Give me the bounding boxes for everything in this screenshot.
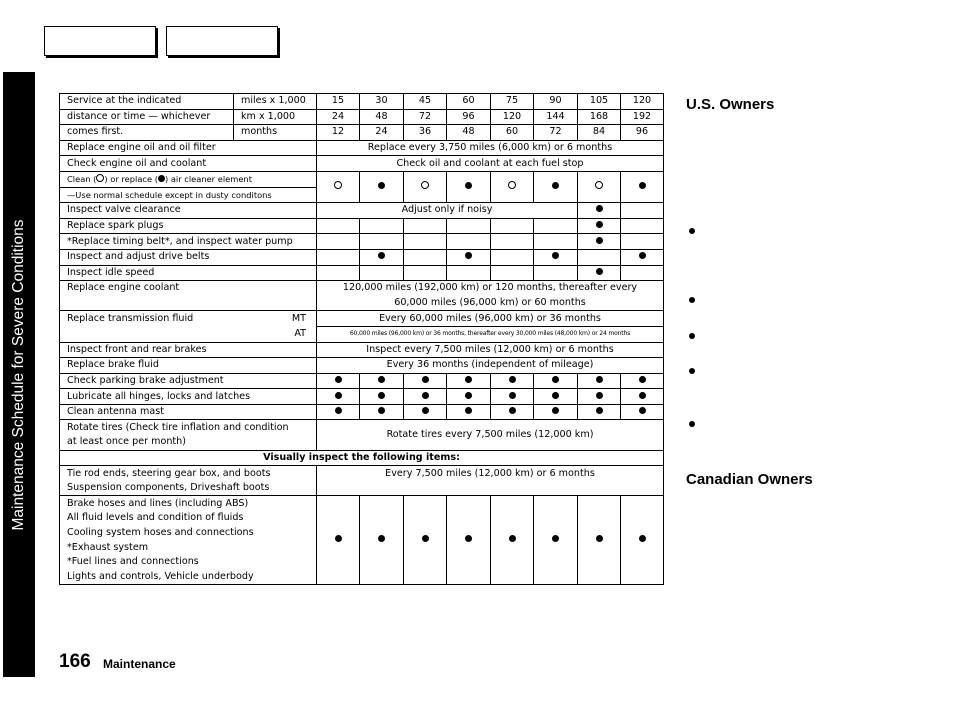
item-label: Replace engine oil and oil filter [60, 140, 317, 156]
table-row [60, 342, 664, 358]
table-row [60, 420, 664, 435]
item-label-transmission: Replace transmission fluid MT [60, 311, 317, 327]
schedule-cell [621, 203, 664, 219]
schedule-cell [578, 496, 621, 585]
service-mark-icon [639, 376, 646, 383]
interval-value: 60 [491, 125, 534, 141]
interval-value: 24 [317, 109, 360, 125]
schedule-cell [447, 171, 491, 202]
schedule-cell [404, 496, 447, 585]
service-mark-icon [552, 376, 559, 383]
interval-note: Every 7,500 miles (12,000 km) or 6 months [317, 466, 664, 481]
interval-value: 45 [404, 94, 447, 110]
schedule-cell [491, 373, 534, 389]
table-row [60, 311, 664, 327]
service-mark-icon [465, 252, 472, 259]
replace-mark-icon [639, 182, 646, 189]
interval-value: 96 [621, 125, 664, 141]
schedule-cell [621, 389, 664, 405]
table-row [60, 373, 664, 389]
table-row [60, 234, 664, 250]
schedule-cell [447, 249, 491, 265]
service-mark-icon [378, 376, 385, 383]
item-label: Cooling system hoses and connections [60, 526, 317, 541]
schedule-cell [621, 249, 664, 265]
maintenance-schedule-table [59, 93, 664, 585]
schedule-cell [534, 171, 578, 202]
service-mark-icon [335, 535, 342, 542]
nav-button-next[interactable] [166, 26, 278, 56]
schedule-cell [404, 171, 447, 202]
service-mark-icon [465, 376, 472, 383]
schedule-cell [621, 373, 664, 389]
interval-note: 120,000 miles (192,000 km) or 120 months, thereafter every [317, 281, 664, 296]
item-label: Lubricate all hinges, locks and latches [60, 389, 317, 405]
service-mark-icon [378, 535, 385, 542]
schedule-cell [491, 171, 534, 202]
sidebar-title: Maintenance Schedule for Severe Conditions [10, 218, 27, 531]
table-row [60, 466, 664, 481]
item-label: at least once per month) [60, 435, 317, 450]
schedule-cell [404, 389, 447, 405]
item-label: *Replace timing belt*, and inspect water pump [60, 234, 317, 250]
schedule-cell [621, 496, 664, 585]
schedule-cell [360, 496, 404, 585]
item-label: Inspect valve clearance [60, 203, 317, 219]
section-sidebar [3, 72, 35, 677]
schedule-cell [360, 171, 404, 202]
us-owners-heading: U.S. Owners [686, 96, 775, 113]
interval-value: 12 [317, 125, 360, 141]
service-mark-icon [335, 407, 342, 414]
item-label: Replace engine coolant [60, 281, 317, 311]
service-mark-icon [378, 392, 385, 399]
item-label: All fluid levels and condition of fluids [60, 511, 317, 526]
service-mark-icon [596, 205, 603, 212]
interval-value: 48 [360, 109, 404, 125]
schedule-cell [317, 389, 360, 405]
schedule-cell [578, 203, 621, 219]
table-row [60, 404, 664, 420]
item-label: Clean antenna mast [60, 404, 317, 420]
schedule-cell [447, 404, 491, 420]
item-label: Inspect front and rear brakes [60, 342, 317, 358]
item-label: Check parking brake adjustment [60, 373, 317, 389]
item-label: Suspension components, Driveshaft boots [60, 481, 317, 496]
bullet-icon [689, 421, 695, 427]
bullet-icon [689, 333, 695, 339]
page-section-label: Maintenance [103, 657, 176, 671]
bullet-icon [689, 297, 695, 303]
nav-button-previous[interactable] [44, 26, 156, 56]
interval-value: 72 [404, 109, 447, 125]
item-label: Lights and controls, Vehicle underbody [60, 569, 317, 584]
service-mark-icon [596, 376, 603, 383]
table-row [60, 281, 664, 296]
service-mark-icon [596, 237, 603, 244]
service-mark-icon [509, 376, 516, 383]
table-row [60, 326, 664, 342]
header-intro: distance or time — whichever [60, 109, 234, 125]
interval-note: Every 60,000 miles (96,000 km) or 36 months [317, 311, 664, 327]
interval-value: 96 [447, 109, 491, 125]
schedule-cell [578, 171, 621, 202]
service-mark-icon [639, 407, 646, 414]
table-row [60, 496, 664, 511]
item-label: Replace spark plugs [60, 218, 317, 234]
unit-label: miles x 1,000 [234, 94, 317, 110]
item-label: *Exhaust system [60, 540, 317, 555]
schedule-cell [534, 496, 578, 585]
item-label: Inspect and adjust drive belts [60, 249, 317, 265]
schedule-cell [578, 265, 621, 281]
interval-value: 75 [491, 94, 534, 110]
clean-mark-icon [334, 181, 342, 189]
service-mark-icon [422, 535, 429, 542]
table-row [60, 389, 664, 405]
table-row [60, 156, 664, 172]
replace-mark-icon [465, 182, 472, 189]
service-mark-icon [509, 535, 516, 542]
service-mark-icon [639, 392, 646, 399]
table-row [60, 265, 664, 281]
item-sublabel: —Use normal schedule except in dusty conditons [60, 187, 317, 203]
interval-value: 144 [534, 109, 578, 125]
service-mark-icon [335, 392, 342, 399]
service-mark-icon [596, 268, 603, 275]
schedule-cell [404, 373, 447, 389]
schedule-cell [317, 373, 360, 389]
schedule-cell [447, 496, 491, 585]
canadian-owners-heading: Canadian Owners [686, 471, 813, 488]
service-mark-icon [596, 221, 603, 228]
schedule-cell [534, 389, 578, 405]
schedule-cell [491, 404, 534, 420]
header-row-km [60, 109, 664, 125]
interval-note: 60,000 miles (96,000 km) or 36 months, thereafter every 30,000 miles (48,000 km) or 24 months [317, 326, 664, 342]
item-label: Tie rod ends, steering gear box, and boots [60, 466, 317, 481]
interval-value: 120 [621, 94, 664, 110]
interval-note: Every 36 months (independent of mileage) [317, 358, 664, 374]
schedule-cell [491, 496, 534, 585]
interval-value: 72 [534, 125, 578, 141]
replace-mark-icon [378, 182, 385, 189]
service-mark-icon [509, 407, 516, 414]
interval-note: Inspect every 7,500 miles (12,000 km) or 6 months [317, 342, 664, 358]
service-mark-icon [335, 376, 342, 383]
table-row [60, 218, 664, 234]
schedule-cell [534, 373, 578, 389]
bullet-icon [689, 228, 695, 234]
service-mark-icon [465, 392, 472, 399]
interval-note: Adjust only if noisy [317, 203, 578, 219]
service-mark-icon [509, 392, 516, 399]
interval-value: 90 [534, 94, 578, 110]
schedule-cell [317, 404, 360, 420]
interval-value: 30 [360, 94, 404, 110]
service-mark-icon [639, 535, 646, 542]
header-row-months [60, 125, 664, 141]
schedule-cell [534, 404, 578, 420]
visual-inspect-header-row [60, 450, 664, 466]
schedule-cell [491, 389, 534, 405]
unit-label: months [234, 125, 317, 141]
service-mark-icon [552, 252, 559, 259]
bullet-icon [689, 368, 695, 374]
service-mark-icon [422, 376, 429, 383]
table-row [60, 140, 664, 156]
service-mark-icon [639, 252, 646, 259]
replace-symbol-icon [158, 175, 165, 182]
interval-note: Check oil and coolant at each fuel stop [317, 156, 664, 172]
interval-value: 120 [491, 109, 534, 125]
table-row [60, 203, 664, 219]
schedule-cell [317, 496, 360, 585]
table-row [60, 249, 664, 265]
interval-value: 24 [360, 125, 404, 141]
item-label: Check engine oil and coolant [60, 156, 317, 172]
at-label: AT [294, 327, 306, 339]
schedule-cell [621, 404, 664, 420]
schedule-cell [317, 171, 360, 202]
interval-note: Replace every 3,750 miles (6,000 km) or 6 months [317, 140, 664, 156]
table-row [60, 358, 664, 374]
schedule-cell [447, 373, 491, 389]
service-mark-icon [552, 407, 559, 414]
schedule-cell [621, 171, 664, 202]
header-row-miles [60, 94, 664, 110]
service-mark-icon [465, 407, 472, 414]
replace-mark-icon [552, 182, 559, 189]
service-mark-icon [378, 407, 385, 414]
service-mark-icon [596, 407, 603, 414]
interval-value: 36 [404, 125, 447, 141]
interval-note: 60,000 miles (96,000 km) or 60 months [317, 296, 664, 311]
item-label-air-cleaner: Clean ( ) or replace ( ) air cleaner element [60, 171, 317, 187]
service-mark-icon [422, 407, 429, 414]
interval-value: 15 [317, 94, 360, 110]
mt-label: MT [291, 312, 306, 324]
schedule-cell [578, 404, 621, 420]
service-mark-icon [596, 535, 603, 542]
interval-value: 105 [578, 94, 621, 110]
service-mark-icon [596, 392, 603, 399]
item-label: *Fuel lines and connections [60, 555, 317, 570]
schedule-cell [360, 249, 404, 265]
clean-mark-icon [595, 181, 603, 189]
at-label-cell [60, 326, 317, 342]
header-intro: comes first. [60, 125, 234, 141]
item-label: Brake hoses and lines (including ABS) [60, 496, 317, 511]
schedule-cell [447, 389, 491, 405]
item-label: Replace brake fluid [60, 358, 317, 374]
schedule-cell [360, 389, 404, 405]
schedule-cell [534, 249, 578, 265]
schedule-cell [360, 404, 404, 420]
schedule-cell [578, 218, 621, 234]
schedule-cell [578, 389, 621, 405]
table-row [60, 481, 664, 496]
schedule-cell [404, 404, 447, 420]
table-row [60, 171, 664, 187]
item-label: Inspect idle speed [60, 265, 317, 281]
interval-value: 60 [447, 94, 491, 110]
service-mark-icon [465, 535, 472, 542]
header-intro: Service at the indicated [60, 94, 234, 110]
interval-value: 84 [578, 125, 621, 141]
service-mark-icon [422, 392, 429, 399]
service-mark-icon [552, 535, 559, 542]
service-mark-icon [378, 252, 385, 259]
unit-label: km x 1,000 [234, 109, 317, 125]
schedule-cell [578, 373, 621, 389]
interval-note: Rotate tires every 7,500 miles (12,000 km) [317, 420, 664, 450]
item-label: Rotate tires (Check tire inflation and condition [60, 420, 317, 435]
interval-value: 168 [578, 109, 621, 125]
visual-inspect-header: Visually inspect the following items: [60, 450, 664, 466]
schedule-cell [578, 234, 621, 250]
clean-mark-icon [508, 181, 516, 189]
interval-value: 192 [621, 109, 664, 125]
service-mark-icon [552, 392, 559, 399]
clean-mark-icon [421, 181, 429, 189]
interval-value: 48 [447, 125, 491, 141]
page-number: 166 [59, 651, 91, 672]
schedule-cell [360, 373, 404, 389]
